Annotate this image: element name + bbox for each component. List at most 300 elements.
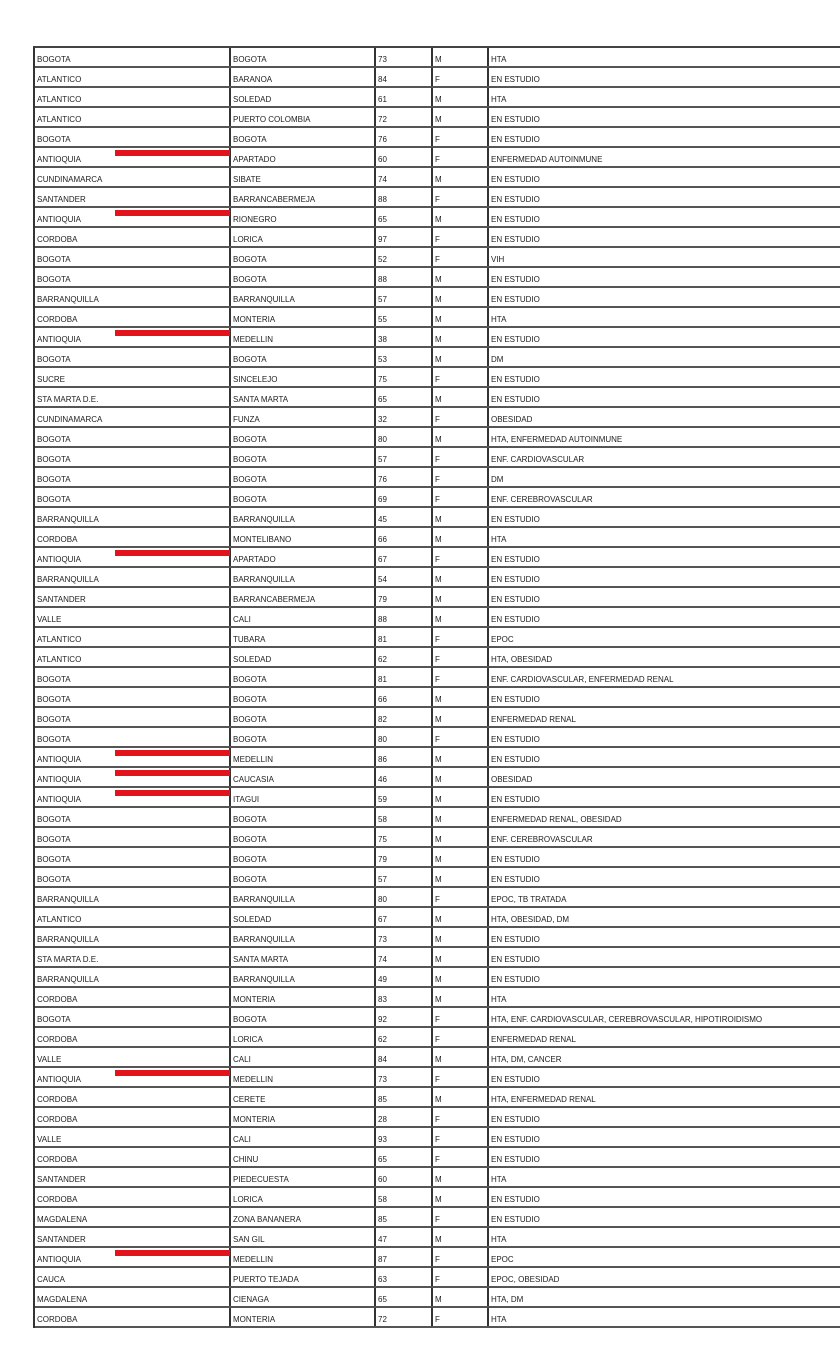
department-cell: STA MARTA D.E. (35, 948, 231, 966)
table-row (35, 1188, 840, 1208)
municipality-cell: BARRANQUILLA (231, 968, 376, 986)
municipality-cell: BARRANQUILLA (231, 928, 376, 946)
age-cell: 57 (376, 448, 433, 466)
age-cell: 58 (376, 808, 433, 826)
municipality-cell: BOGOTA (231, 48, 376, 66)
condition-cell: EN ESTUDIO (491, 615, 540, 624)
condition-cell: EN ESTUDIO (491, 1155, 540, 1164)
department-cell: ANTIOQUIA (35, 1248, 231, 1266)
sex-cell: F (433, 1108, 489, 1126)
table-row (35, 368, 840, 388)
municipality-cell: CERETE (231, 1088, 376, 1106)
table-row (35, 348, 840, 368)
sex-cell: M (433, 108, 489, 126)
municipality-cell: CIENAGA (231, 1288, 376, 1306)
condition-cell: HTA, ENFERMEDAD AUTOINMUNE (491, 435, 623, 444)
age-cell: 69 (376, 488, 433, 506)
age-cell: 88 (376, 268, 433, 286)
condition-cell: EN ESTUDIO (491, 955, 540, 964)
table-row (35, 1088, 840, 1108)
age-cell: 88 (376, 188, 433, 206)
condition-cell: ENF. CEREBROVASCULAR (491, 495, 593, 504)
table-row (35, 628, 840, 648)
sex-cell: M (433, 1228, 489, 1246)
sex-cell: M (433, 268, 489, 286)
condition-cell: EPOC (491, 1255, 514, 1264)
table-row (35, 468, 840, 488)
sex-cell: M (433, 348, 489, 366)
table-row (35, 688, 840, 708)
table-row (35, 808, 840, 828)
condition-cell: EN ESTUDIO (491, 215, 540, 224)
table-row (35, 328, 840, 348)
municipality-cell: BOGOTA (231, 848, 376, 866)
department-cell: VALLE (35, 1048, 231, 1066)
table-row (35, 928, 840, 948)
age-cell: 63 (376, 1268, 433, 1286)
municipality-cell: BOGOTA (231, 728, 376, 746)
department-cell: CORDOBA (35, 528, 231, 546)
sex-cell: F (433, 248, 489, 266)
sex-cell: M (433, 1188, 489, 1206)
sex-cell: M (433, 288, 489, 306)
department-cell: CUNDINAMARCA (35, 408, 231, 426)
table-row (35, 748, 840, 768)
condition-cell: EN ESTUDIO (491, 395, 540, 404)
age-cell: 83 (376, 988, 433, 1006)
sex-cell: M (433, 848, 489, 866)
sex-cell: M (433, 828, 489, 846)
table-row (35, 448, 840, 468)
condition-cell: ENF. CARDIOVASCULAR (491, 455, 585, 464)
age-cell: 75 (376, 368, 433, 386)
table-row (35, 48, 840, 68)
sex-cell: M (433, 768, 489, 786)
sex-cell: F (433, 448, 489, 466)
sex-cell: F (433, 1308, 489, 1326)
department-cell: CORDOBA (35, 228, 231, 246)
table-row (35, 268, 840, 288)
municipality-cell: RIONEGRO (231, 208, 376, 226)
municipality-cell: BOGOTA (231, 268, 376, 286)
table-row (35, 548, 840, 568)
age-cell: 60 (376, 1168, 433, 1186)
condition-cell: EN ESTUDIO (491, 795, 540, 804)
age-cell: 38 (376, 328, 433, 346)
department-cell: ANTIOQUIA (35, 788, 231, 806)
condition-cell: EN ESTUDIO (491, 295, 540, 304)
municipality-cell: ITAGUI (231, 788, 376, 806)
table-row (35, 408, 840, 428)
department-cell: ANTIOQUIA (35, 1068, 231, 1086)
table-row (35, 608, 840, 628)
sex-cell: F (433, 228, 489, 246)
department-cell: BOGOTA (35, 348, 231, 366)
municipality-cell: SAN GIL (231, 1228, 376, 1246)
department-cell: BOGOTA (35, 448, 231, 466)
age-cell: 28 (376, 1108, 433, 1126)
sex-cell: M (433, 948, 489, 966)
municipality-cell: BOGOTA (231, 248, 376, 266)
department-cell: CORDOBA (35, 1088, 231, 1106)
table-row (35, 948, 840, 968)
municipality-cell: MONTERIA (231, 1108, 376, 1126)
age-cell: 82 (376, 708, 433, 726)
department-cell: BOGOTA (35, 808, 231, 826)
sex-cell: F (433, 1128, 489, 1146)
municipality-cell: BOGOTA (231, 488, 376, 506)
municipality-cell: BARRANQUILLA (231, 568, 376, 586)
sex-cell: M (433, 688, 489, 706)
department-cell: CUNDINAMARCA (35, 168, 231, 186)
condition-cell: HTA (491, 95, 507, 104)
municipality-cell: BOGOTA (231, 468, 376, 486)
municipality-cell: PUERTO COLOMBIA (231, 108, 376, 126)
department-cell: ANTIOQUIA (35, 748, 231, 766)
department-cell: ATLANTICO (35, 628, 231, 646)
sex-cell: F (433, 1008, 489, 1026)
sex-cell: M (433, 48, 489, 66)
age-cell: 67 (376, 548, 433, 566)
municipality-cell: SANTA MARTA (231, 388, 376, 406)
sex-cell: M (433, 428, 489, 446)
municipality-cell: MONTERIA (231, 1308, 376, 1326)
age-cell: 80 (376, 428, 433, 446)
condition-cell: EN ESTUDIO (491, 275, 540, 284)
age-cell: 74 (376, 168, 433, 186)
table-row (35, 1128, 840, 1148)
sex-cell: M (433, 168, 489, 186)
department-cell: BOGOTA (35, 848, 231, 866)
department-cell: MAGDALENA (35, 1288, 231, 1306)
department-cell: BARRANQUILLA (35, 968, 231, 986)
table-row (35, 708, 840, 728)
condition-cell: EN ESTUDIO (491, 735, 540, 744)
sex-cell: M (433, 748, 489, 766)
condition-cell: HTA, OBESIDAD (491, 655, 553, 664)
municipality-cell: APARTADO (231, 548, 376, 566)
condition-cell: EN ESTUDIO (491, 855, 540, 864)
sex-cell: M (433, 1088, 489, 1106)
municipality-cell: APARTADO (231, 148, 376, 166)
table-row (35, 888, 840, 908)
age-cell: 46 (376, 768, 433, 786)
sex-cell: M (433, 608, 489, 626)
department-cell: BOGOTA (35, 488, 231, 506)
age-cell: 62 (376, 1028, 433, 1046)
condition-cell: EN ESTUDIO (491, 555, 540, 564)
municipality-cell: PIEDECUESTA (231, 1168, 376, 1186)
age-cell: 88 (376, 608, 433, 626)
municipality-cell: CALI (231, 608, 376, 626)
department-cell: ATLANTICO (35, 108, 231, 126)
age-cell: 93 (376, 1128, 433, 1146)
department-cell: BOGOTA (35, 428, 231, 446)
table-row (35, 828, 840, 848)
municipality-cell: FUNZA (231, 408, 376, 426)
department-cell: ANTIOQUIA (35, 768, 231, 786)
age-cell: 49 (376, 968, 433, 986)
table-row (35, 1028, 840, 1048)
condition-cell: EN ESTUDIO (491, 175, 540, 184)
table-row (35, 1248, 840, 1268)
table-row (35, 208, 840, 228)
table-row (35, 968, 840, 988)
condition-cell: ENFERMEDAD RENAL (491, 1035, 576, 1044)
redaction-bar (115, 770, 230, 776)
redaction-bar (115, 1070, 230, 1076)
department-cell: CORDOBA (35, 1188, 231, 1206)
age-cell: 57 (376, 868, 433, 886)
municipality-cell: BOGOTA (231, 808, 376, 826)
municipality-cell: BOGOTA (231, 128, 376, 146)
department-cell: BOGOTA (35, 828, 231, 846)
age-cell: 65 (376, 1288, 433, 1306)
municipality-cell: PUERTO TEJADA (231, 1268, 376, 1286)
sex-cell: F (433, 1148, 489, 1166)
age-cell: 57 (376, 288, 433, 306)
condition-cell: EN ESTUDIO (491, 935, 540, 944)
age-cell: 73 (376, 1068, 433, 1086)
sex-cell: M (433, 908, 489, 926)
condition-cell: ENFERMEDAD AUTOINMUNE (491, 155, 603, 164)
table-row (35, 488, 840, 508)
table-row (35, 308, 840, 328)
age-cell: 72 (376, 108, 433, 126)
table-row (35, 848, 840, 868)
department-cell: SANTANDER (35, 1228, 231, 1246)
age-cell: 85 (376, 1088, 433, 1106)
municipality-cell: MEDELLIN (231, 328, 376, 346)
age-cell: 62 (376, 648, 433, 666)
sex-cell: F (433, 188, 489, 206)
sex-cell: M (433, 208, 489, 226)
sex-cell: M (433, 1048, 489, 1066)
department-cell: BARRANQUILLA (35, 928, 231, 946)
condition-cell: ENF. CEREBROVASCULAR (491, 835, 593, 844)
table-row (35, 168, 840, 188)
condition-cell: HTA, ENF. CARDIOVASCULAR, CEREBROVASCULAR, HIPOTIROIDISMO (491, 1015, 763, 1024)
sex-cell: M (433, 388, 489, 406)
age-cell: 81 (376, 668, 433, 686)
municipality-cell: CAUCASIA (231, 768, 376, 786)
department-cell: CAUCA (35, 1268, 231, 1286)
age-cell: 66 (376, 528, 433, 546)
municipality-cell: BOGOTA (231, 688, 376, 706)
table-row (35, 188, 840, 208)
table-row (35, 1228, 840, 1248)
department-cell: SUCRE (35, 368, 231, 386)
age-cell: 81 (376, 628, 433, 646)
redaction-bar (115, 750, 230, 756)
sex-cell: F (433, 728, 489, 746)
department-cell: CORDOBA (35, 1028, 231, 1046)
redaction-bar (115, 150, 230, 156)
condition-cell: EN ESTUDIO (491, 1135, 540, 1144)
table-row (35, 1308, 840, 1328)
condition-cell: EN ESTUDIO (491, 975, 540, 984)
municipality-cell: BARRANCABERMEJA (231, 588, 376, 606)
condition-cell: DM (491, 475, 504, 484)
department-cell: CORDOBA (35, 1308, 231, 1326)
department-cell: BOGOTA (35, 708, 231, 726)
table-row (35, 1288, 840, 1308)
department-cell: CORDOBA (35, 308, 231, 326)
municipality-cell: SIBATE (231, 168, 376, 186)
age-cell: 86 (376, 748, 433, 766)
data-table (33, 46, 840, 1328)
age-cell: 80 (376, 888, 433, 906)
department-cell: ATLANTICO (35, 908, 231, 926)
age-cell: 61 (376, 88, 433, 106)
age-cell: 72 (376, 1308, 433, 1326)
condition-cell: HTA, ENFERMEDAD RENAL (491, 1095, 596, 1104)
department-cell: ANTIOQUIA (35, 148, 231, 166)
condition-cell: HTA (491, 535, 507, 544)
department-cell: ATLANTICO (35, 68, 231, 86)
table-row (35, 1208, 840, 1228)
age-cell: 32 (376, 408, 433, 426)
condition-cell: ENF. CARDIOVASCULAR, ENFERMEDAD RENAL (491, 675, 674, 684)
sex-cell: M (433, 988, 489, 1006)
department-cell: BARRANQUILLA (35, 888, 231, 906)
department-cell: SANTANDER (35, 1168, 231, 1186)
municipality-cell: BOGOTA (231, 828, 376, 846)
department-cell: BOGOTA (35, 668, 231, 686)
condition-cell: EN ESTUDIO (491, 1195, 540, 1204)
department-cell: BARRANQUILLA (35, 508, 231, 526)
redaction-bar (115, 210, 230, 216)
department-cell: MAGDALENA (35, 1208, 231, 1226)
table-row (35, 668, 840, 688)
department-cell: VALLE (35, 608, 231, 626)
age-cell: 80 (376, 728, 433, 746)
sex-cell: M (433, 928, 489, 946)
municipality-cell: CALI (231, 1048, 376, 1066)
condition-cell: DM (491, 355, 504, 364)
municipality-cell: BOGOTA (231, 428, 376, 446)
age-cell: 84 (376, 68, 433, 86)
age-cell: 65 (376, 1148, 433, 1166)
sex-cell: F (433, 128, 489, 146)
table-row (35, 1108, 840, 1128)
municipality-cell: SINCELEJO (231, 368, 376, 386)
department-cell: ATLANTICO (35, 648, 231, 666)
table-row (35, 568, 840, 588)
condition-cell: EN ESTUDIO (491, 135, 540, 144)
condition-cell: HTA (491, 55, 507, 64)
age-cell: 97 (376, 228, 433, 246)
condition-cell: ENFERMEDAD RENAL (491, 715, 576, 724)
department-cell: BARRANQUILLA (35, 288, 231, 306)
municipality-cell: MONTERIA (231, 308, 376, 326)
table-row (35, 908, 840, 928)
table-row (35, 1068, 840, 1088)
municipality-cell: MONTELIBANO (231, 528, 376, 546)
sex-cell: F (433, 648, 489, 666)
sex-cell: F (433, 148, 489, 166)
condition-cell: HTA (491, 315, 507, 324)
condition-cell: ENFERMEDAD RENAL, OBESIDAD (491, 815, 622, 824)
department-cell: BOGOTA (35, 468, 231, 486)
table-row (35, 868, 840, 888)
table-row (35, 108, 840, 128)
municipality-cell: LORICA (231, 228, 376, 246)
municipality-cell: ZONA BANANERA (231, 1208, 376, 1226)
age-cell: 53 (376, 348, 433, 366)
table-row (35, 648, 840, 668)
age-cell: 73 (376, 48, 433, 66)
department-cell: ATLANTICO (35, 88, 231, 106)
age-cell: 66 (376, 688, 433, 706)
table-row (35, 88, 840, 108)
municipality-cell: BARRANQUILLA (231, 508, 376, 526)
condition-cell: EN ESTUDIO (491, 875, 540, 884)
sex-cell: F (433, 1268, 489, 1286)
sex-cell: M (433, 568, 489, 586)
sex-cell: M (433, 528, 489, 546)
age-cell: 79 (376, 848, 433, 866)
municipality-cell: BARANOA (231, 68, 376, 86)
department-cell: ANTIOQUIA (35, 548, 231, 566)
age-cell: 84 (376, 1048, 433, 1066)
age-cell: 75 (376, 828, 433, 846)
department-cell: BOGOTA (35, 868, 231, 886)
department-cell: CORDOBA (35, 988, 231, 1006)
table-row (35, 148, 840, 168)
table-row (35, 288, 840, 308)
condition-cell: EPOC (491, 635, 514, 644)
age-cell: 92 (376, 1008, 433, 1026)
municipality-cell: CALI (231, 1128, 376, 1146)
municipality-cell: BARRANCABERMEJA (231, 188, 376, 206)
table-row (35, 228, 840, 248)
age-cell: 76 (376, 468, 433, 486)
table-row (35, 728, 840, 748)
age-cell: 54 (376, 568, 433, 586)
table-row (35, 388, 840, 408)
condition-cell: EN ESTUDIO (491, 515, 540, 524)
age-cell: 59 (376, 788, 433, 806)
condition-cell: HTA, OBESIDAD, DM (491, 915, 570, 924)
municipality-cell: MEDELLIN (231, 1248, 376, 1266)
age-cell: 74 (376, 948, 433, 966)
municipality-cell: SANTA MARTA (231, 948, 376, 966)
sex-cell: F (433, 1028, 489, 1046)
department-cell: BOGOTA (35, 268, 231, 286)
municipality-cell: MONTERIA (231, 988, 376, 1006)
department-cell: CORDOBA (35, 1108, 231, 1126)
municipality-cell: MEDELLIN (231, 1068, 376, 1086)
municipality-cell: BOGOTA (231, 448, 376, 466)
table-row (35, 588, 840, 608)
condition-cell: EN ESTUDIO (491, 75, 540, 84)
municipality-cell: LORICA (231, 1188, 376, 1206)
sex-cell: F (433, 1208, 489, 1226)
sex-cell: F (433, 628, 489, 646)
sex-cell: M (433, 588, 489, 606)
age-cell: 60 (376, 148, 433, 166)
condition-cell: EN ESTUDIO (491, 595, 540, 604)
condition-cell: OBESIDAD (491, 415, 533, 424)
condition-cell: EN ESTUDIO (491, 755, 540, 764)
sex-cell: M (433, 308, 489, 326)
condition-cell: EN ESTUDIO (491, 575, 540, 584)
age-cell: 45 (376, 508, 433, 526)
sex-cell: M (433, 868, 489, 886)
age-cell: 65 (376, 388, 433, 406)
table-row (35, 428, 840, 448)
